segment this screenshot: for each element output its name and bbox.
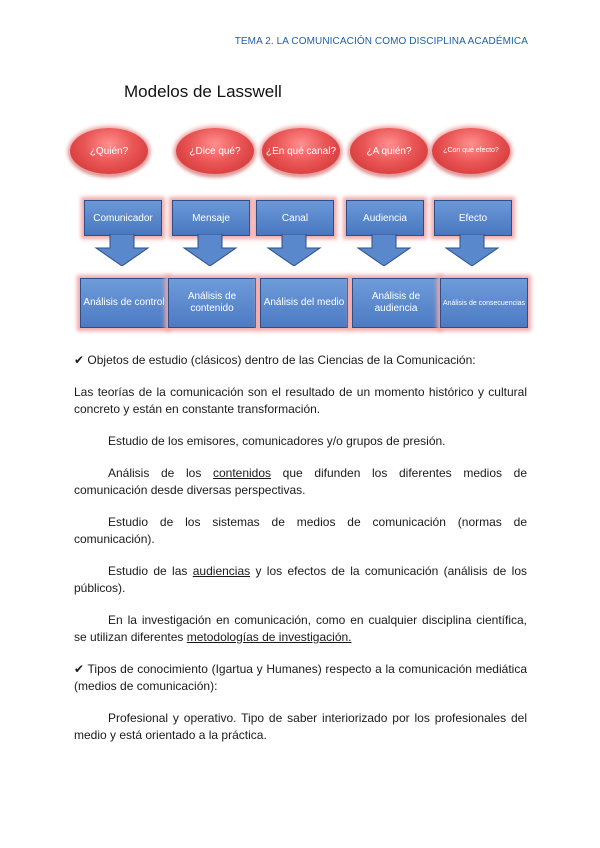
analysis-box: Análisis de control [80, 278, 168, 328]
question-oval: ¿Dice qué? [176, 128, 254, 174]
question-oval: ¿A quién? [350, 128, 428, 174]
element-box: Efecto [434, 200, 512, 236]
down-arrow-icon [264, 234, 324, 266]
underlined-term: audiencias [192, 564, 251, 578]
element-box: Canal [256, 200, 334, 236]
element-box: Comunicador [84, 200, 162, 236]
paragraph: Análisis de los contenidos que difunden los diferentes medios de comunicación desde diversas perspectivas. [74, 466, 527, 497]
down-arrow-icon [354, 234, 414, 266]
analysis-box: Análisis de audiencia [352, 278, 440, 328]
analysis-box: Análisis de contenido [168, 278, 256, 328]
element-box: Mensaje [172, 200, 250, 236]
paragraph: Estudio de los emisores, comunicadores y/o grupos de presión. [108, 434, 446, 448]
paragraph: En la investigación en comunicación, como en cualquier disciplina científica, se utilizan diferentes metodologías de investigación. [74, 613, 527, 644]
document-body [74, 352, 527, 744]
down-arrow-icon [180, 234, 240, 266]
section-heading: ✔ Objetos de estudio (clásicos) dentro de las Ciencias de la Comunicación: [74, 353, 476, 367]
section-heading: ✔ Tipos de conocimiento (Igartua y Humanes) respecto a la comunicación mediática (medios de comunicación): [74, 662, 527, 693]
paragraph: Estudio de las audiencias y los efectos de la comunicación (análisis de los públicos). [74, 564, 528, 595]
question-oval: ¿En qué canal? [262, 128, 340, 174]
page-header: TEMA 2. LA COMUNICACIÓN COMO DISCIPLINA ACADÉMICA [234, 36, 528, 47]
question-oval: ¿Con qué efecto? [432, 128, 510, 174]
analysis-box: Análisis del medio [260, 278, 348, 328]
diagram-title: Modelos de Lasswell [124, 82, 282, 101]
paragraph: Estudio de los sistemas de medios de comunicación (normas de comunicación). [74, 515, 527, 546]
down-arrow-icon [442, 234, 502, 266]
underlined-term: metodologías de investigación. [186, 630, 352, 644]
question-oval: ¿Quién? [70, 128, 148, 174]
down-arrow-icon [92, 234, 152, 266]
lasswell-diagram [66, 70, 538, 340]
element-box: Audiencia [346, 200, 424, 236]
paragraph: Profesional y operativo. Tipo de saber interiorizado por los profesionales del medio y está orientado a la práctica. [74, 711, 527, 742]
analysis-box: Análisis de consecuencias [440, 278, 528, 328]
underlined-term: contenidos [212, 466, 272, 480]
paragraph: Las teorías de la comunicación son el resultado de un momento histórico y cultural concreto y están en constante transformación. [74, 385, 527, 416]
